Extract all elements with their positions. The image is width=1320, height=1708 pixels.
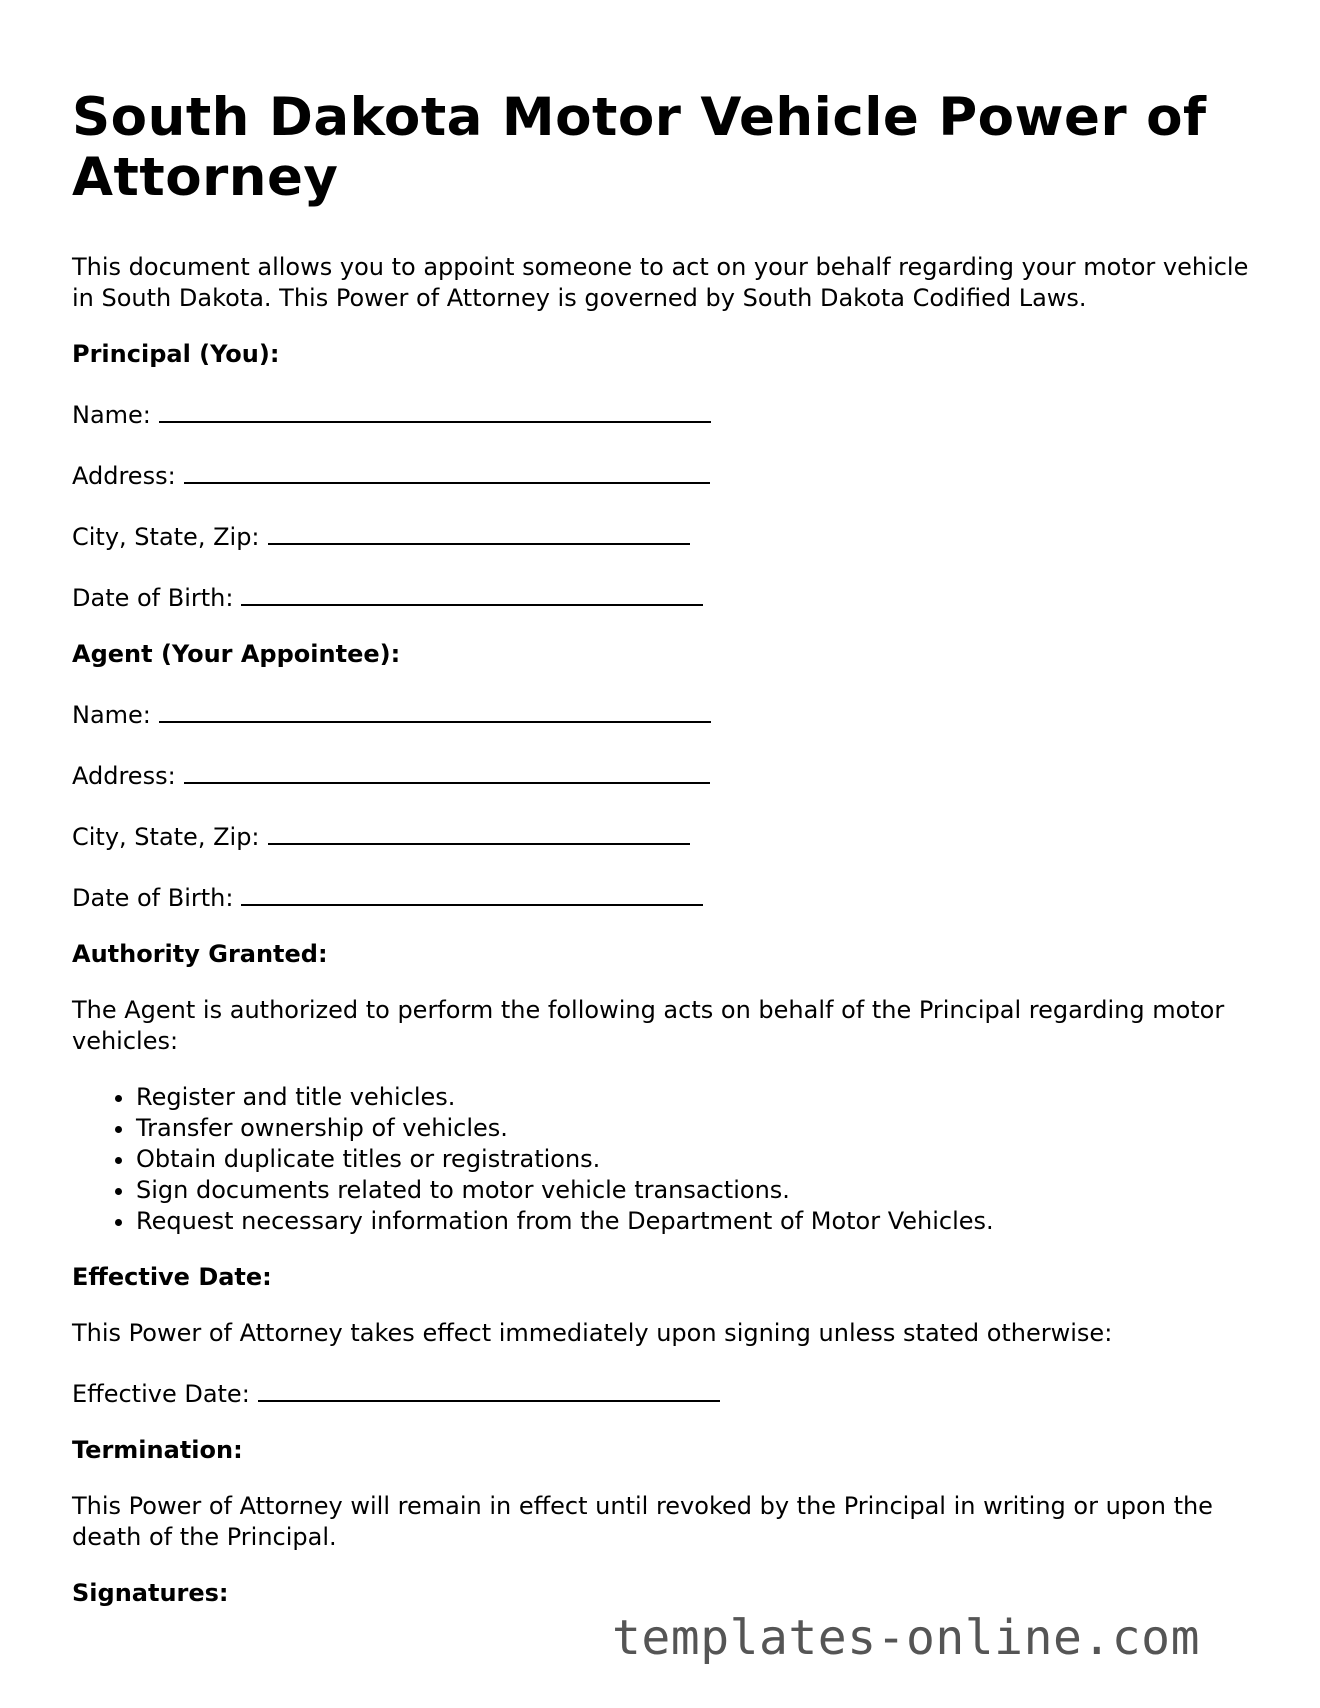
agent-city-input[interactable] bbox=[268, 817, 690, 845]
agent-name-input[interactable] bbox=[159, 695, 711, 723]
principal-name-field bbox=[72, 395, 1252, 431]
effective-date-field bbox=[72, 1374, 1252, 1410]
principal-name-input[interactable] bbox=[159, 395, 711, 423]
principal-heading: Principal (You): bbox=[72, 340, 280, 368]
agent-address-input[interactable] bbox=[184, 756, 710, 784]
principal-dob-input[interactable] bbox=[241, 578, 703, 606]
principal-address-input[interactable] bbox=[184, 456, 710, 484]
termination-heading: Termination: bbox=[72, 1436, 243, 1464]
agent-address-field bbox=[72, 756, 1252, 792]
authority-list bbox=[72, 1082, 1252, 1237]
authority-heading: Authority Granted: bbox=[72, 940, 328, 968]
list-item: • Register and title vehicles. bbox=[136, 1082, 1252, 1113]
list-item: • Obtain duplicate titles or registrations. bbox=[136, 1144, 1252, 1175]
agent-dob-input[interactable] bbox=[241, 878, 703, 906]
principal-city-field bbox=[72, 517, 1252, 553]
list-item: • Request necessary information from the Department of Motor Vehicles. bbox=[136, 1206, 1252, 1237]
watermark: templates-online.com bbox=[612, 1610, 1200, 1666]
principal-address-label: Address: bbox=[72, 462, 176, 490]
agent-name-field bbox=[72, 695, 1252, 731]
principal-address-field bbox=[72, 456, 1252, 492]
principal-dob-field bbox=[72, 578, 1252, 614]
authority-paragraph: The Agent is authorized to perform the following acts on behalf of the Principal regarding motor vehicles: bbox=[72, 996, 1225, 1055]
agent-heading: Agent (Your Appointee): bbox=[72, 640, 401, 668]
agent-city-label: City, State, Zip: bbox=[72, 823, 260, 851]
agent-name-label: Name: bbox=[72, 701, 151, 729]
list-item: • Transfer ownership of vehicles. bbox=[136, 1113, 1252, 1144]
effective-heading: Effective Date: bbox=[72, 1263, 272, 1291]
principal-dob-label: Date of Birth: bbox=[72, 584, 234, 612]
agent-dob-field bbox=[72, 878, 1252, 914]
principal-city-input[interactable] bbox=[268, 517, 690, 545]
principal-name-label: Name: bbox=[72, 401, 151, 429]
effective-paragraph: This Power of Attorney takes effect immediately upon signing unless stated otherwise: bbox=[72, 1319, 1113, 1347]
document-page bbox=[72, 88, 1252, 1634]
page-title: South Dakota Motor Vehicle Power of Attorney bbox=[72, 87, 1207, 208]
list-item: • Sign documents related to motor vehicle transactions. bbox=[136, 1175, 1252, 1206]
effective-date-label: Effective Date: bbox=[72, 1380, 250, 1408]
intro-paragraph: This document allows you to appoint someone to act on your behalf regarding your motor vehicle in South Dakota. This Power of Attorney is governed by South Dakota Codified Laws. bbox=[72, 253, 1249, 312]
principal-city-label: City, State, Zip: bbox=[72, 523, 260, 551]
effective-date-input[interactable] bbox=[258, 1374, 720, 1402]
agent-dob-label: Date of Birth: bbox=[72, 884, 234, 912]
signatures-heading: Signatures: bbox=[72, 1579, 229, 1607]
agent-address-label: Address: bbox=[72, 762, 176, 790]
termination-paragraph: This Power of Attorney will remain in effect until revoked by the Principal in writing or upon the death of the Principal. bbox=[72, 1492, 1213, 1551]
agent-city-field bbox=[72, 817, 1252, 853]
